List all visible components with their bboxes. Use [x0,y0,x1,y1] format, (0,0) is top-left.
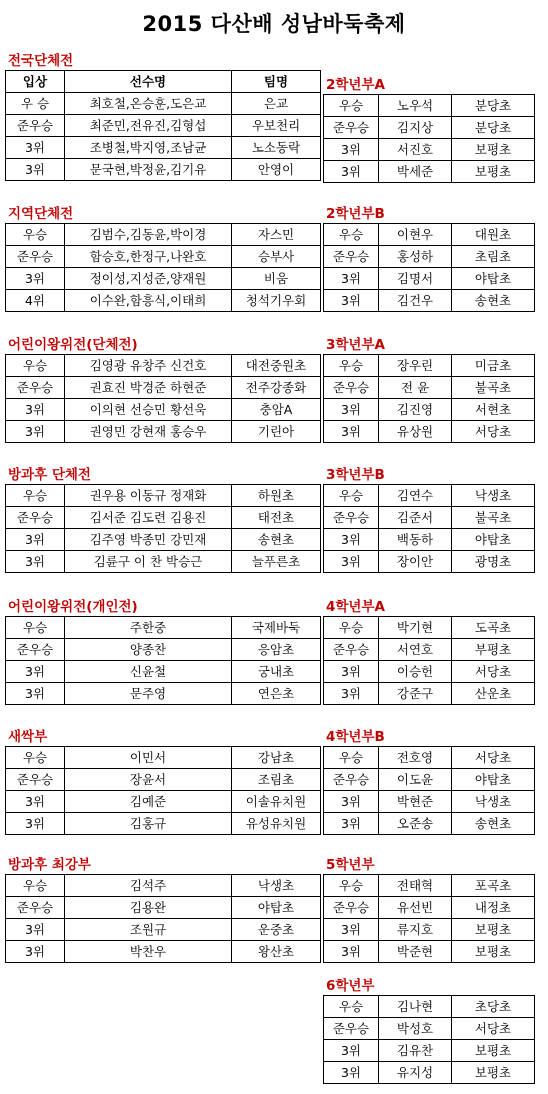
player-cell: 서진호 [379,139,452,161]
rank-cell: 3위 [6,529,65,551]
team-cell: 대원초 [452,224,535,246]
player-cell: 김준서 [379,507,452,529]
rank-cell: 3위 [324,683,379,705]
player-cell: 이수완,함흥식,이태희 [65,290,232,312]
player-cell: 김륜구 이 찬 박승근 [65,551,232,573]
table-row [6,93,321,115]
team-cell: 조림초 [232,769,321,791]
team-cell: 부평초 [452,639,535,661]
table-row [6,268,321,290]
rank-cell: 우 승 [6,93,65,115]
player-cell: 최준민,전유진,김형섭 [65,115,232,137]
team-cell: 포곡초 [452,875,535,897]
table-row [6,355,321,377]
team-cell: 승부사 [232,246,321,268]
rank-cell: 준우승 [6,507,65,529]
table-row [324,485,535,507]
right-results-table [323,484,535,573]
player-cell: 김유찬 [379,1040,452,1062]
rank-cell: 우승 [324,996,379,1018]
player-cell: 백동하 [379,529,452,551]
player-cell: 유상원 [379,421,452,443]
team-cell: 비움 [232,268,321,290]
player-cell: 류지호 [379,919,452,941]
player-cell: 최호철,온승훈,도은교 [65,93,232,115]
left-section-title: 새싹부 [8,729,48,745]
rank-cell: 3위 [324,421,379,443]
table-row [324,290,535,312]
rank-cell: 우승 [6,355,65,377]
left-section-title: 어린이왕위전(단체전) [8,337,138,353]
player-cell: 김예준 [65,791,232,813]
table-row [6,485,321,507]
rank-cell: 우승 [324,355,379,377]
table-row [6,159,321,181]
left-results-table [5,746,321,835]
rank-cell: 우승 [324,224,379,246]
team-cell: 송현초 [232,529,321,551]
table-row [324,529,535,551]
team-cell: 내정초 [452,897,535,919]
right-section-title: 6학년부 [326,978,375,994]
rank-cell: 3위 [6,813,65,835]
team-cell: 우보천리 [232,115,321,137]
team-cell: 초림초 [452,246,535,268]
table-row [324,246,535,268]
table-row [6,551,321,573]
player-cell: 권영민 강현재 홍승우 [65,421,232,443]
player-cell: 전호영 [379,747,452,769]
rank-cell: 3위 [324,268,379,290]
table-row [324,224,535,246]
rank-cell: 준우승 [6,639,65,661]
team-cell: 기린아 [232,421,321,443]
rank-cell: 준우승 [6,115,65,137]
player-cell: 박준현 [379,941,452,963]
left-results-table [5,874,321,963]
player-cell: 정이성,지성준,양재원 [65,268,232,290]
right-section-title: 3학년부A [326,337,385,353]
rank-cell: 준우승 [324,507,379,529]
right-results-table [323,223,535,312]
team-cell: 낙생초 [452,791,535,813]
team-cell: 이솔유치원 [232,791,321,813]
player-cell: 김진영 [379,399,452,421]
rank-cell: 우승 [6,485,65,507]
player-cell: 김서준 김도련 김용진 [65,507,232,529]
player-cell: 홍성하 [379,246,452,268]
table-row [6,290,321,312]
left-results-table [5,70,321,181]
rank-cell: 준우승 [6,377,65,399]
team-cell: 전주강종화 [232,377,321,399]
left-section-title: 전국단체전 [8,53,74,69]
rank-cell: 우승 [324,485,379,507]
table-row [6,875,321,897]
table-row [6,813,321,835]
player-cell: 장윤서 [65,769,232,791]
rank-cell: 3위 [324,1062,379,1084]
player-cell: 김건우 [379,290,452,312]
right-results-table [323,995,535,1084]
rank-cell: 3위 [6,551,65,573]
player-cell: 함승호,한정구,나완호 [65,246,232,268]
left-results-table [5,616,321,705]
player-cell: 이의현 선승민 황선욱 [65,399,232,421]
right-results-table [323,874,535,963]
table-row [324,551,535,573]
table-row [324,941,535,963]
rank-cell: 우승 [6,747,65,769]
rank-cell: 3위 [324,551,379,573]
team-cell: 왕산초 [232,941,321,963]
team-cell: 은교 [232,93,321,115]
player-cell: 장이안 [379,551,452,573]
right-section-title: 2학년부A [326,77,385,93]
table-row [6,683,321,705]
team-cell: 불곡초 [452,507,535,529]
team-cell: 대전중원초 [232,355,321,377]
player-cell: 박세준 [379,161,452,183]
rank-cell: 우승 [324,747,379,769]
player-cell: 이승헌 [379,661,452,683]
player-cell: 김홍규 [65,813,232,835]
table-row [6,791,321,813]
table-row [6,617,321,639]
table-row [324,661,535,683]
table-row [324,747,535,769]
player-cell: 김영광 유창주 신건호 [65,355,232,377]
table-row [6,529,321,551]
rank-cell: 준우승 [324,246,379,268]
table-row [324,813,535,835]
team-cell: 보평초 [452,1040,535,1062]
table-row [324,683,535,705]
team-cell: 송현초 [452,813,535,835]
rank-cell: 3위 [6,661,65,683]
table-row [6,421,321,443]
player-cell: 조병철,박지영,조남균 [65,137,232,159]
player-cell: 김지상 [379,117,452,139]
left-results-table [5,484,321,573]
left-results-table [5,354,321,443]
rank-cell: 준우승 [6,246,65,268]
team-cell: 보평초 [452,941,535,963]
rank-cell: 우승 [6,224,65,246]
rank-cell: 3위 [324,290,379,312]
player-cell: 박찬우 [65,941,232,963]
player-cell: 박현준 [379,791,452,813]
table-row [324,139,535,161]
table-row [324,117,535,139]
team-cell: 유성유치원 [232,813,321,835]
team-cell: 산운초 [452,683,535,705]
team-cell: 노소동락 [232,137,321,159]
left-section-title: 방과후 최강부 [8,857,91,873]
table-row [6,246,321,268]
rank-cell: 3위 [324,161,379,183]
team-cell: 초당초 [452,996,535,1018]
player-cell: 양종찬 [65,639,232,661]
table-row [6,639,321,661]
table-row [6,897,321,919]
table-row [324,996,535,1018]
player-cell: 김주영 박종민 강민재 [65,529,232,551]
player-cell: 장우린 [379,355,452,377]
team-cell: 강남초 [232,747,321,769]
table-row [6,769,321,791]
rank-cell: 3위 [6,941,65,963]
table-row [324,617,535,639]
rank-cell: 입상 [6,71,65,93]
team-cell: 낙생초 [232,875,321,897]
team-cell: 안영이 [232,159,321,181]
team-cell: 팀명 [232,71,321,93]
table-row [6,377,321,399]
rank-cell: 준우승 [6,897,65,919]
player-cell: 이현우 [379,224,452,246]
table-row [6,115,321,137]
table-row [324,355,535,377]
player-cell: 이도윤 [379,769,452,791]
rank-cell: 우승 [324,617,379,639]
player-cell: 전 윤 [379,377,452,399]
rank-cell: 준우승 [324,897,379,919]
team-cell: 광명초 [452,551,535,573]
player-cell: 유지성 [379,1062,452,1084]
table-row [324,791,535,813]
rank-cell: 3위 [324,661,379,683]
team-cell: 야탑초 [452,769,535,791]
table-row [6,941,321,963]
rank-cell: 3위 [6,919,65,941]
right-results-table [323,616,535,705]
table-row [6,919,321,941]
table-row [324,161,535,183]
page-title: 2015 다산배 성남바둑축제 [142,12,406,36]
team-cell: 서당초 [452,421,535,443]
left-section-title: 지역단체전 [8,206,74,222]
team-cell: 보평초 [452,139,535,161]
player-cell: 김용완 [65,897,232,919]
player-cell: 주한중 [65,617,232,639]
team-cell: 야탑초 [452,529,535,551]
rank-cell: 준우승 [324,1018,379,1040]
rank-cell: 3위 [6,399,65,421]
table-row [324,95,535,117]
team-cell: 야탑초 [452,268,535,290]
left-section-title: 어린이왕위전(개인전) [8,599,138,615]
table-row [324,377,535,399]
table-row [324,897,535,919]
team-cell: 서당초 [452,661,535,683]
team-cell: 보평초 [452,919,535,941]
right-section-title: 4학년부B [326,729,385,745]
right-results-table [323,94,535,183]
team-cell: 서당초 [452,747,535,769]
table-row [324,507,535,529]
rank-cell: 우승 [6,875,65,897]
rank-cell: 3위 [324,791,379,813]
player-cell: 박성호 [379,1018,452,1040]
player-cell: 김나현 [379,996,452,1018]
table-row [324,399,535,421]
table-row [6,224,321,246]
rank-cell: 4위 [6,290,65,312]
rank-cell: 3위 [6,137,65,159]
team-cell: 연은초 [232,683,321,705]
rank-cell: 3위 [324,139,379,161]
team-cell: 야탑초 [232,897,321,919]
left-results-table [5,223,321,312]
team-cell: 분당초 [452,117,535,139]
player-cell: 김연수 [379,485,452,507]
rank-cell: 3위 [6,791,65,813]
table-row [324,769,535,791]
player-cell: 김명서 [379,268,452,290]
player-cell: 선수명 [65,71,232,93]
player-cell: 김범수,김동윤,박이경 [65,224,232,246]
table-row [6,507,321,529]
table-row [6,747,321,769]
rank-cell: 3위 [6,683,65,705]
team-cell: 보평초 [452,161,535,183]
rank-cell: 3위 [324,813,379,835]
team-cell: 자스민 [232,224,321,246]
team-cell: 충암A [232,399,321,421]
table-row [324,1062,535,1084]
rank-cell: 3위 [324,399,379,421]
player-cell: 조원규 [65,919,232,941]
team-cell: 궁내초 [232,661,321,683]
right-section-title: 3학년부B [326,467,385,483]
team-cell: 도곡초 [452,617,535,639]
table-row [324,875,535,897]
player-cell: 서연호 [379,639,452,661]
team-cell: 태전초 [232,507,321,529]
rank-cell: 3위 [324,1040,379,1062]
team-cell: 불곡초 [452,377,535,399]
team-cell: 청석기우회 [232,290,321,312]
player-cell: 유선빈 [379,897,452,919]
table-row [6,661,321,683]
table-row [324,639,535,661]
right-results-table [323,746,535,835]
team-cell: 응암초 [232,639,321,661]
team-cell: 서현초 [452,399,535,421]
rank-cell: 준우승 [324,377,379,399]
player-cell: 신윤철 [65,661,232,683]
right-section-title: 4학년부A [326,599,385,615]
rank-cell: 준우승 [324,117,379,139]
rank-cell: 우승 [324,95,379,117]
team-cell: 늘푸른초 [232,551,321,573]
player-cell: 이민서 [65,747,232,769]
right-section-title: 2학년부B [326,206,385,222]
rank-cell: 3위 [6,159,65,181]
player-cell: 노우석 [379,95,452,117]
rank-cell: 3위 [324,919,379,941]
player-cell: 김석주 [65,875,232,897]
player-cell: 권효진 박경준 하현준 [65,377,232,399]
team-cell: 미금초 [452,355,535,377]
table-row [324,1040,535,1062]
player-cell: 권우용 이동규 정재화 [65,485,232,507]
player-cell: 문주영 [65,683,232,705]
rank-cell: 우승 [324,875,379,897]
rank-cell: 3위 [324,941,379,963]
team-cell: 분당초 [452,95,535,117]
right-section-title: 5학년부 [326,857,375,873]
table-row [6,399,321,421]
team-cell: 송현초 [452,290,535,312]
table-row [6,137,321,159]
team-cell: 보평초 [452,1062,535,1084]
table-row [324,421,535,443]
table-header-row [6,71,321,93]
team-cell: 국제바둑 [232,617,321,639]
team-cell: 낙생초 [452,485,535,507]
player-cell: 오준송 [379,813,452,835]
player-cell: 강준구 [379,683,452,705]
rank-cell: 우승 [6,617,65,639]
team-cell: 운중초 [232,919,321,941]
rank-cell: 3위 [6,421,65,443]
right-results-table [323,354,535,443]
left-section-title: 방과후 단체전 [8,467,91,483]
table-row [324,919,535,941]
rank-cell: 준우승 [324,769,379,791]
rank-cell: 준우승 [324,639,379,661]
rank-cell: 3위 [324,529,379,551]
table-row [324,1018,535,1040]
rank-cell: 3위 [6,268,65,290]
player-cell: 문국현,박정윤,김기유 [65,159,232,181]
player-cell: 전태혁 [379,875,452,897]
team-cell: 서당초 [452,1018,535,1040]
team-cell: 하원초 [232,485,321,507]
player-cell: 박기현 [379,617,452,639]
rank-cell: 준우승 [6,769,65,791]
table-row [324,268,535,290]
